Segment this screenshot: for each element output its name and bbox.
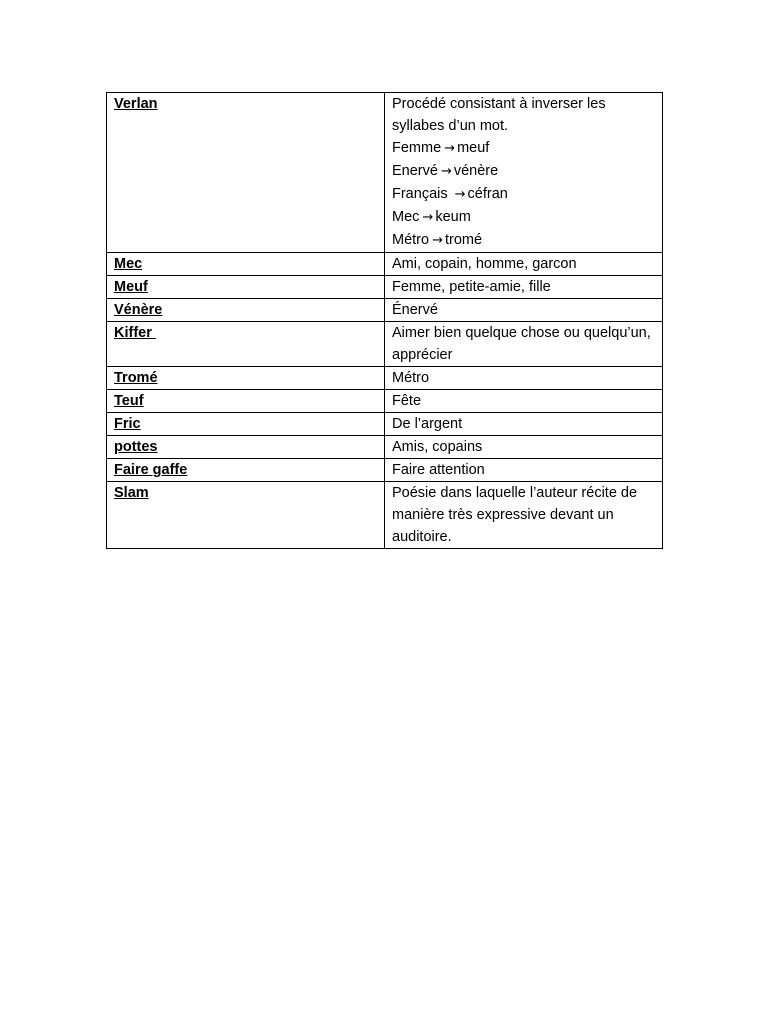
definition-cell: De l’argent <box>385 413 663 436</box>
example-from: Français <box>392 186 452 202</box>
term-cell: Kiffer <box>107 322 385 367</box>
term-cell: Verlan <box>107 93 385 253</box>
table-row <box>107 413 663 436</box>
definition-cell: Poésie dans laquelle l’auteur récite de manière très expressive devant un auditoire. <box>385 482 663 549</box>
arrow-right-icon: → <box>454 187 466 202</box>
term-cell: Mec <box>107 253 385 276</box>
table-row <box>107 276 663 299</box>
example-line <box>392 183 656 206</box>
definition-cell: Amis, copains <box>385 436 663 459</box>
example-from: Mec <box>392 209 420 225</box>
definition-cell: Ami, copain, homme, garcon <box>385 253 663 276</box>
example-from: Métro <box>392 232 430 248</box>
example-from: Femme <box>392 140 442 156</box>
example-line <box>392 160 656 183</box>
arrow-right-icon: → <box>440 164 452 179</box>
example-line <box>392 206 656 229</box>
definition-cell: Métro <box>385 367 663 390</box>
example-to: meuf <box>457 140 490 156</box>
example-line <box>392 229 656 252</box>
slang-glossary-table <box>106 92 663 549</box>
term-cell: Teuf <box>107 390 385 413</box>
table-row <box>107 436 663 459</box>
term-cell: Slam <box>107 482 385 549</box>
table-row <box>107 459 663 482</box>
definition-cell: Faire attention <box>385 459 663 482</box>
definition-cell: Énervé <box>385 299 663 322</box>
term-cell: Tromé <box>107 367 385 390</box>
definition-cell: Femme, petite-amie, fille <box>385 276 663 299</box>
arrow-right-icon: → <box>444 141 456 156</box>
term-cell: Vénère <box>107 299 385 322</box>
term-cell: Meuf <box>107 276 385 299</box>
term-cell: Fric <box>107 413 385 436</box>
arrow-right-icon: → <box>432 233 443 248</box>
table-row <box>107 322 663 367</box>
table-row <box>107 390 663 413</box>
example-from: Enervé <box>392 163 438 179</box>
definition-cell: Aimer bien quelque chose ou quelqu’un, apprécier <box>385 322 663 367</box>
table-row <box>107 93 663 253</box>
definition-text: Procédé consistant à inverser les syllabes d’un mot. <box>392 96 606 134</box>
example-to: tromé <box>444 232 483 248</box>
example-line <box>392 137 656 160</box>
definition-cell <box>385 93 663 253</box>
arrow-right-icon: → <box>422 210 434 225</box>
example-to: keum <box>435 209 471 225</box>
table-row <box>107 299 663 322</box>
table-row <box>107 253 663 276</box>
table-row <box>107 482 663 549</box>
term-cell: Faire gaffe <box>107 459 385 482</box>
term-cell: pottes <box>107 436 385 459</box>
definition-cell: Fête <box>385 390 663 413</box>
example-to: céfran <box>467 186 508 202</box>
example-to: vénère <box>453 163 499 179</box>
table-row <box>107 367 663 390</box>
